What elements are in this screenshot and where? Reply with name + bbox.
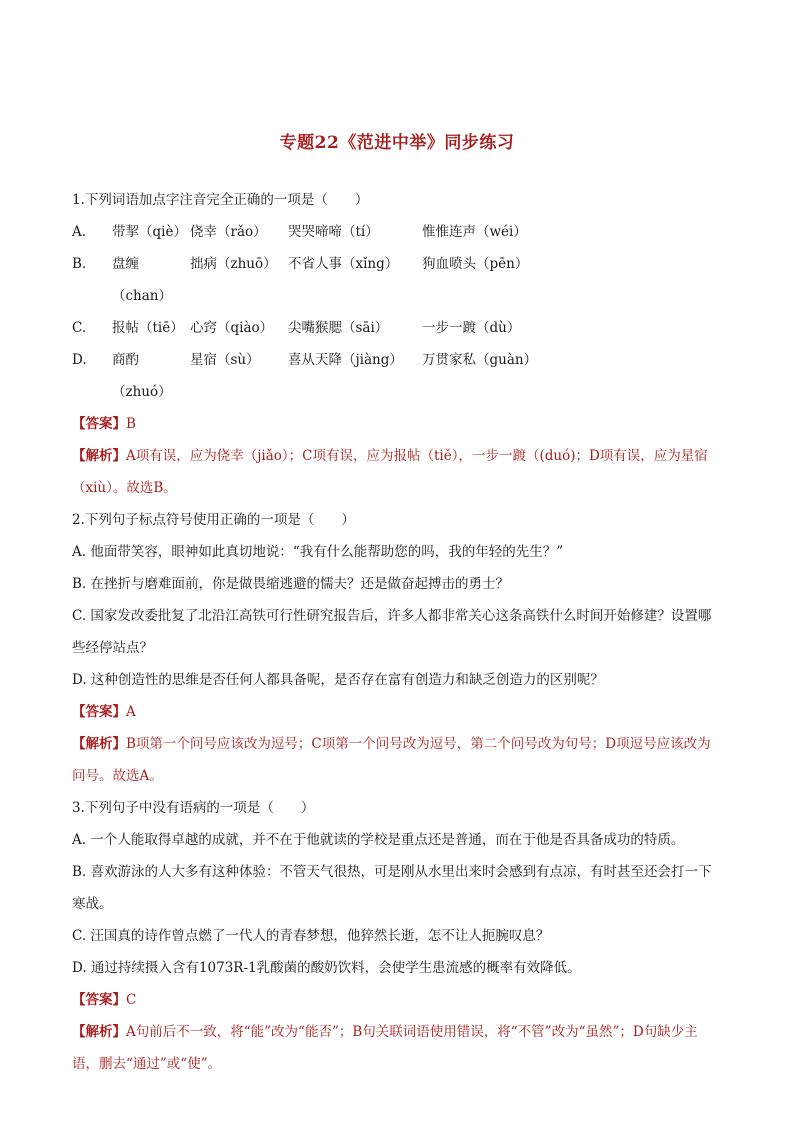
question-2-option-c: C. 国家发改委批复了北沿江高铁可行性研究报告后，许多人都非常关心这条高铁什么时间开始修建？设置哪些经停站点？: [72, 608, 712, 656]
option-word: 惟惟连声（wéi）: [422, 224, 527, 240]
option-word: 万贯家私（guàn）: [422, 352, 538, 368]
option-word: 盘缠（chan）: [112, 256, 172, 304]
option-word: 尖嘴猴腮（sāi）: [288, 320, 389, 336]
answer-tag: 【答案】: [72, 416, 126, 432]
explanation-text: A句前后不一致，将“能”改为“能否”；B句关联词语使用错误，将“不管”改为“虽然”；D句缺少主语，删去“通过”或“使”。: [72, 1024, 698, 1072]
question-2-explanation: [72, 728, 724, 792]
question-1-answer: [72, 408, 724, 440]
document-body: [72, 184, 724, 1080]
option-word: 哭哭啼啼（tí）: [288, 224, 379, 240]
answer-tag: 【答案】: [72, 992, 126, 1008]
question-2-stem: 2.下列句子标点符号使用正确的一项是（ ）: [72, 512, 355, 528]
option-word: 星宿（sù）: [190, 352, 260, 368]
question-3-explanation: [72, 1016, 724, 1080]
option-word: 侥幸（rǎo）: [190, 224, 267, 240]
question-1-option-c: [72, 312, 724, 344]
answer-value: C: [126, 992, 137, 1008]
question-3-stem: 3.下列句子中没有语病的一项是（ ）: [72, 800, 315, 816]
question-1-explanation: [72, 440, 724, 504]
answer-tag: 【答案】: [72, 704, 126, 720]
option-word: 报帖（tiē）: [112, 320, 184, 336]
question-1-stem: 1.下列词语加点字注音完全正确的一项是（ ）: [72, 192, 369, 208]
question-3-option-d: D. 通过持续摄入含有1073R-1乳酸菌的酸奶饮料，会使学生患流感的概率有效降低。: [72, 960, 581, 976]
option-label: D.: [72, 352, 87, 368]
option-word: 狗血喷头（pēn）: [422, 256, 529, 272]
option-word: 不省人事（xǐng）: [288, 256, 399, 272]
explanation-text: A项有误，应为侥幸（jiǎo）；C项有误，应为报帖（tiě），一步一踱（(duó)；D项有误，应为星宿（xiù）。故选B。: [72, 448, 708, 496]
question-2-answer: [72, 696, 724, 728]
option-word: 一步一踱（dù）: [422, 320, 521, 336]
explanation-text: B项第一个问号应该改为逗号；C项第一个问号改为逗号，第二个问号改为句号；D项逗号应该改为问号。故选A。: [72, 736, 711, 784]
question-3-option-b: B. 喜欢游泳的人大多有这种体验：不管天气很热，可是刚从水里出来时会感到有点凉，有时甚至还会打一下寒战。: [72, 864, 712, 912]
explain-tag: 【解析】: [72, 736, 126, 752]
answer-value: A: [126, 704, 136, 720]
question-1-option-b: [72, 248, 724, 312]
explain-tag: 【解析】: [72, 448, 126, 464]
answer-value: B: [126, 416, 136, 432]
option-label: B.: [72, 256, 87, 272]
question-1-option-a: [72, 216, 724, 248]
question-3-option-c: C. 汪国真的诗作曾点燃了一代人的青春梦想，他猝然长逝，怎不让人扼腕叹息？: [72, 928, 550, 944]
option-word: 带挈（qiè）: [112, 224, 187, 240]
option-word: 商酌（zhuó）: [112, 352, 172, 400]
question-3-answer: [72, 984, 724, 1016]
option-label: C.: [72, 320, 87, 336]
question-3-option-a: A. 一个人能取得卓越的成就，并不在于他就读的学校是重点还是普通，而在于他是否具备成功的特质。: [72, 832, 685, 848]
question-1-option-d: [72, 344, 724, 408]
option-word: 心窍（qiào）: [190, 320, 274, 336]
option-word: 喜从天降（jiàng）: [288, 352, 403, 368]
option-label: A.: [72, 224, 87, 240]
question-2-option-d: D. 这种创造性的思维是否任何人都具备呢，是否存在富有创造力和缺乏创造力的区别呢？: [72, 672, 604, 688]
explain-tag: 【解析】: [72, 1024, 126, 1040]
question-2-option-b: B. 在挫折与磨难面前，你是做畏缩逃避的懦夫？还是做奋起搏击的勇士？: [72, 576, 510, 592]
option-word: 拙病（zhuō）: [190, 256, 277, 272]
question-2-option-a: A. 他面带笑容，眼神如此真切地说：“我有什么能帮助您的吗，我的年轻的先生？”: [72, 544, 564, 560]
page-title: 专题22《范进中举》同步练习: [279, 133, 515, 153]
